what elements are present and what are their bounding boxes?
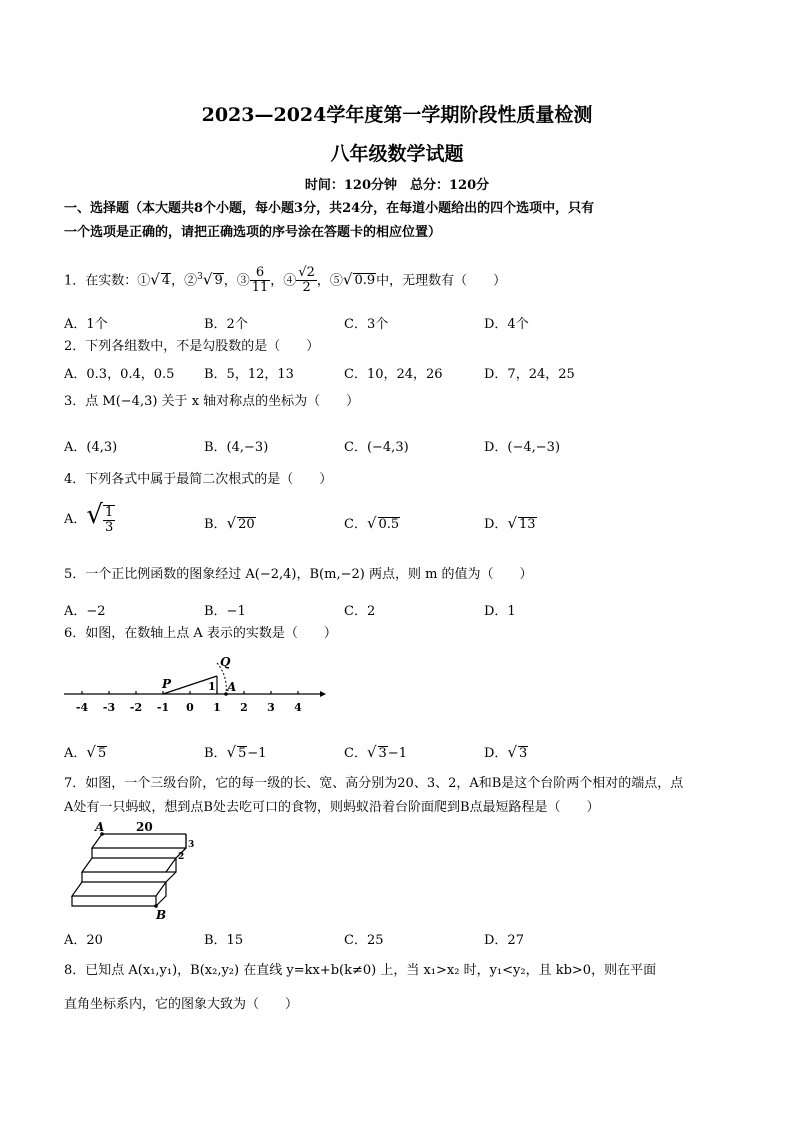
q1-frac4-num: √2 xyxy=(298,265,315,281)
q4-optA-fraction xyxy=(103,505,115,535)
q1-option-b[interactable]: B．2个 xyxy=(204,317,248,332)
question-5: 5．一个正比例函数的图象经过 A(−2,4)，B(m,−2) 两点，则 m 的值为（ ） xyxy=(64,567,533,582)
tick-label--4: -4 xyxy=(75,701,89,714)
q3-option-a[interactable]: A．(4,3) xyxy=(64,440,118,455)
label-P: P xyxy=(162,677,172,691)
q7-option-b[interactable]: B．15 xyxy=(204,933,244,948)
q6-optC-root: 3 xyxy=(378,746,387,761)
tick-label-3: 3 xyxy=(267,701,275,714)
q4-optA-num: 1 xyxy=(104,504,114,520)
stair-step-1 xyxy=(92,834,186,848)
q4-optC-root: 0.5 xyxy=(378,517,400,532)
q5-option-c[interactable]: C．2 xyxy=(344,604,376,619)
q2-option-d[interactable]: D．7，24，25 xyxy=(484,367,575,382)
label-B: B xyxy=(156,908,167,922)
question-3: 3．点 M(−4,3) 关于 x 轴对称点的坐标为（ ） xyxy=(64,394,360,409)
tick-label--2: -2 xyxy=(129,701,143,714)
q6-optB-label: B． xyxy=(204,746,227,761)
number-line-arrow xyxy=(320,691,326,697)
q2-option-a[interactable]: A．0.3，0.4，0.5 xyxy=(64,367,175,382)
q1-frac3-den: 11 xyxy=(251,280,269,296)
q4-option-b[interactable]: B．√ 20 xyxy=(204,514,255,532)
q3-option-b[interactable]: B．(4,−3) xyxy=(204,440,269,455)
q3-option-d[interactable]: D．(−4,−3) xyxy=(484,440,561,455)
tick-label-0: 0 xyxy=(186,701,194,714)
q5-option-a[interactable]: A．−2 xyxy=(64,604,106,619)
stair-riser-1 xyxy=(92,848,186,858)
q5-option-b[interactable]: B．−1 xyxy=(204,604,246,619)
question-7-line2: A处有一只蚂蚁，想到点B处去吃可口的食物，则蚂蚁沿着台阶面爬到B点最短路程是（ ） xyxy=(64,800,600,815)
q6-optC-tail: −1 xyxy=(387,746,407,761)
stair-step-2 xyxy=(82,858,176,872)
stair-riser-3 xyxy=(72,896,156,906)
q7-option-c[interactable]: C．25 xyxy=(344,933,384,948)
label-height-1: 1 xyxy=(208,680,216,693)
exam-title: 2023—2024学年度第一学期阶段性质量检测 xyxy=(201,104,593,126)
tick-label-1: 1 xyxy=(213,701,221,714)
q6-optD-label: D． xyxy=(484,746,508,761)
question-2: 2．下列各组数中，不是勾股数的是（ ） xyxy=(64,339,320,354)
q1-option-d[interactable]: D．4个 xyxy=(484,317,529,332)
q6-option-c[interactable]: C．√ 3−1 xyxy=(344,743,407,761)
question-1: 1．在实数：①√ 4，②$^3$√ 9，③ $\frac{6}{11}$ ，④ $\frac{√2}{2}$ ，⑤√ 0.9中，无理数有（ ） xyxy=(64,265,507,296)
q4-option-a[interactable]: A．√ $\frac{1}{3}$ xyxy=(64,500,114,535)
q1-sep-4: ，④ xyxy=(270,273,297,289)
q4-optB-root: 20 xyxy=(238,517,255,532)
exam-subtitle: 八年级数学试题 xyxy=(330,143,464,165)
question-6: 6．如图，在数轴上点 A 表示的实数是（ ） xyxy=(64,626,337,641)
q6-optD-root: 3 xyxy=(519,746,528,761)
section-heading-line1: 一、选择题（本大题共8个小题，每小题3分，共24分，在每道小题给出的四个选项中，只有 xyxy=(64,201,595,216)
q2-option-c[interactable]: C．10，24，26 xyxy=(344,367,443,382)
q1-sep-2: ，② xyxy=(171,273,198,289)
q7-option-d[interactable]: D．27 xyxy=(484,933,524,948)
question-8-line1: 8．已知点 A(x₁,y₁)，B(x₂,y₂) 在直线 y=kx+b(k≠0) 上，当 x₁>x₂ 时，y₁<y₂，且 kb>0，则在平面 xyxy=(64,963,657,978)
q1-option-a[interactable]: A．1个 xyxy=(64,317,108,332)
q6-option-a[interactable]: A．√ 5 xyxy=(64,743,107,761)
q1-frac4-den: 2 xyxy=(302,280,311,296)
q4-optD-label: D． xyxy=(484,517,508,532)
q4-optD-root: 13 xyxy=(519,517,536,532)
q1-fraction-4 xyxy=(296,266,317,295)
q4-optC-label: C． xyxy=(344,517,367,532)
q6-option-b[interactable]: B．√ 5−1 xyxy=(204,743,267,761)
question-7-line1: 7．如图，一个三级台阶，它的每一级的长、宽、高分别为20、3、2，A和B是这个台阶两个相对的端点，点 xyxy=(64,776,684,791)
question-8-line2: 直角坐标系内，它的图象大致为（ ） xyxy=(64,997,299,1012)
q1-sep-3: ，③ xyxy=(223,273,250,289)
q6-optA-label: A． xyxy=(64,746,87,761)
stair-step-3 xyxy=(72,882,166,896)
q1-option-c[interactable]: C．3个 xyxy=(344,317,389,332)
label-2: 2 xyxy=(178,852,185,862)
label-A: A xyxy=(95,820,105,834)
staircase-figure xyxy=(64,818,204,922)
q4-optA-den: 3 xyxy=(104,519,114,535)
label-Q: Q xyxy=(220,655,231,669)
q6-optB-tail: −1 xyxy=(247,746,267,761)
tick-label--1: -1 xyxy=(156,701,170,714)
q6-optA-root: 5 xyxy=(97,746,107,761)
q4-optA-label: A． xyxy=(64,512,87,527)
tick-label-2: 2 xyxy=(240,701,248,714)
q4-optB-label: B． xyxy=(204,517,227,532)
q2-option-b[interactable]: B．5，12，13 xyxy=(204,367,294,382)
number-line-figure xyxy=(60,650,330,720)
q1-root-1: 4 xyxy=(161,273,171,289)
stair-side-profile xyxy=(156,834,186,906)
q6-optB-root: 5 xyxy=(238,746,247,761)
q6-optC-label: C． xyxy=(344,746,367,761)
label-3: 3 xyxy=(188,840,195,850)
q4-option-d[interactable]: D．√ 13 xyxy=(484,514,536,532)
q1-cube-index: 3 xyxy=(197,272,203,282)
label-A: A xyxy=(227,680,237,694)
q1-frac3-num: 6 xyxy=(250,266,271,281)
tick-label-4: 4 xyxy=(294,701,302,714)
stair-riser-2 xyxy=(82,872,166,882)
q1-fraction-3 xyxy=(250,266,271,295)
q1-prefix: 1．在实数：① xyxy=(64,273,151,289)
section-heading-line2: 一个选项是正确的，请把正确选项的序号涂在答题卡的相应位置） xyxy=(64,225,442,240)
exam-time-score: 时间：120分钟 总分：120分 xyxy=(304,178,490,193)
tick-label--3: -3 xyxy=(102,701,116,714)
label-20: 20 xyxy=(136,820,153,834)
q3-option-c[interactable]: C．(−4,3) xyxy=(344,440,409,455)
q6-option-d[interactable]: D．√ 3 xyxy=(484,743,528,761)
q1-root-5: 0.9 xyxy=(354,273,376,289)
q1-suffix: 中，无理数有（ ） xyxy=(376,273,507,289)
q1-sep-5: ，⑤ xyxy=(316,273,343,289)
q4-option-c[interactable]: C．√ 0.5 xyxy=(344,514,400,532)
question-4: 4．下列各式中属于最简二次根式的是（ ） xyxy=(64,472,333,487)
q1-root-2: 9 xyxy=(214,273,223,289)
q7-option-a[interactable]: A．20 xyxy=(64,933,103,948)
q5-option-d[interactable]: D．1 xyxy=(484,604,516,619)
